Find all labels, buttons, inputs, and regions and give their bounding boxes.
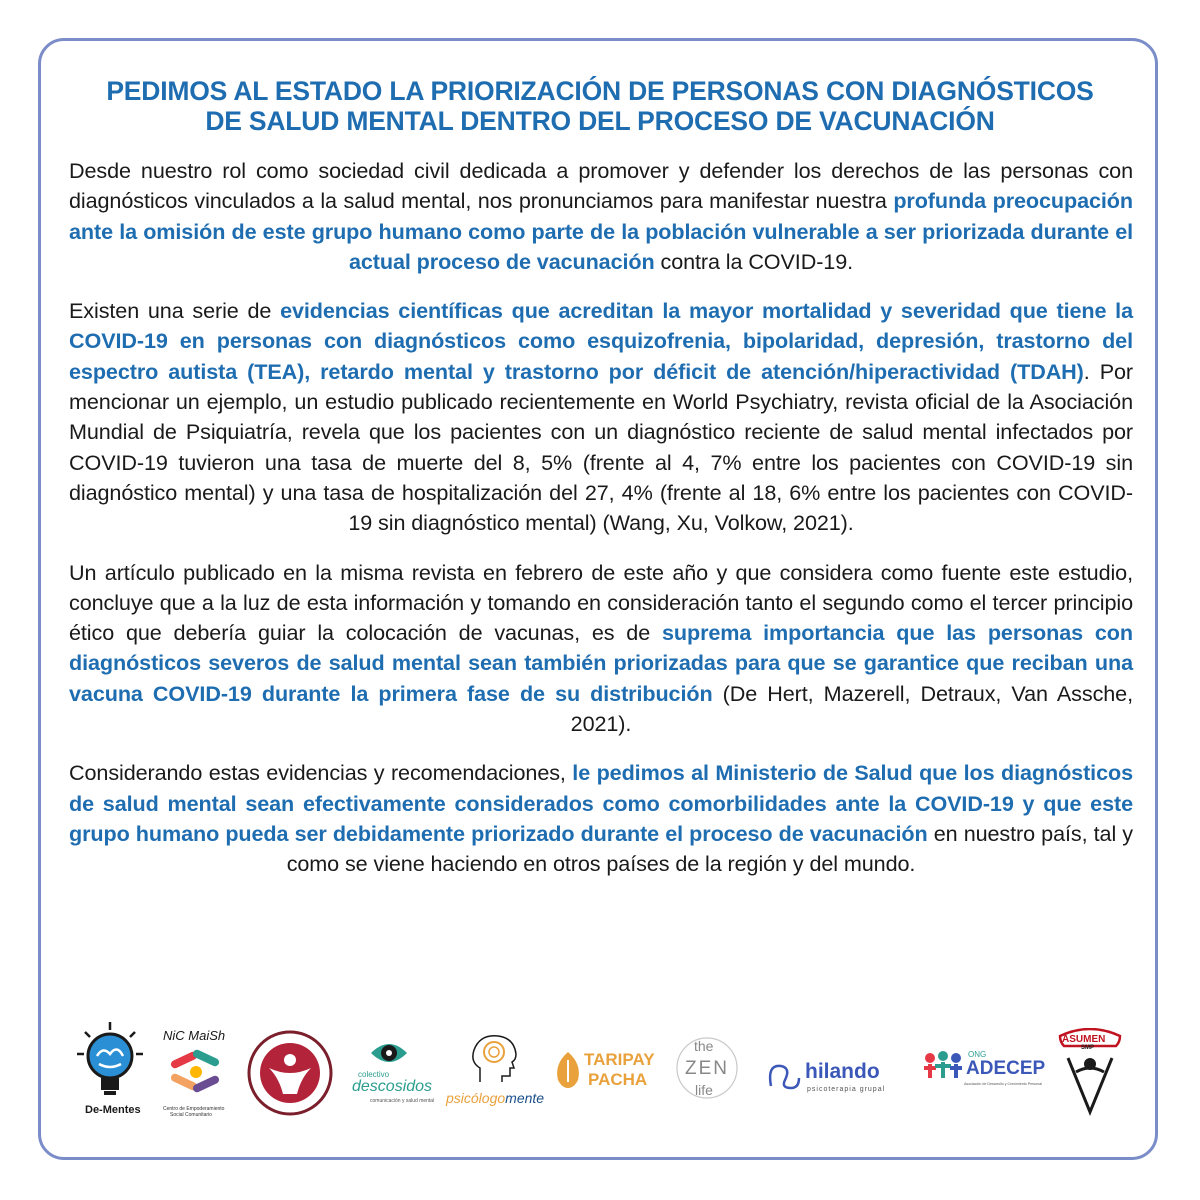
people-icon [922, 1050, 964, 1090]
logo-asumen-sub: SMP [1081, 1045, 1095, 1051]
brain-bulb-icon [75, 1020, 145, 1098]
logo-hilando-label: hilando [805, 1060, 880, 1083]
logo-zen-the: the [694, 1038, 714, 1054]
title-line-1: PEDIMOS AL ESTADO LA PRIORIZACIÓN DE PERSONAS CON DIAGNÓSTICOS [106, 76, 1094, 106]
logo-asumen-label: ASUMEN [1062, 1034, 1106, 1045]
organization-logos [60, 1020, 1150, 1130]
paragraph-highlight: le pedimos al Ministerio de Salud que los diagnósticos de salud mental sean efectivamente considerados como comorbilidades ante la COVID-19 y que este grupo humano pueda ser debidamente priorizado durante el proceso de vacunación [69, 760, 1133, 846]
logo-colectivo-small: colectivo [358, 1070, 390, 1079]
paragraph-text: Existen una serie de [69, 298, 281, 324]
logo-ong-adecep [922, 1020, 1046, 1130]
logo-nic-maish-sub2: Social Comunitario [170, 1112, 212, 1118]
logo-colectivo-sub: comunicación y salud mental [370, 1098, 435, 1104]
head-profile-icon [470, 1030, 520, 1088]
hand-leaf-icon [554, 1050, 582, 1090]
logo-taripay-pacha [550, 1020, 660, 1130]
eye-icon [369, 1038, 409, 1068]
logo-psicologo-mente-label [446, 1090, 544, 1106]
logo-colectivo-descosidos [342, 1020, 437, 1130]
logo-hilando-sub: psicoterapia grupal [807, 1086, 886, 1093]
paragraph-highlight: evidencias científicas que acreditan la mayor mortalidad y severidad que tiene la COVID-19 en personas con diagnósticos como esquizofrenia, bipolaridad, depresión, trastorno del espectro autista (TEA), retardo mental y trastorno por déficit de atención/hiperactividad (TDAH) [69, 298, 1133, 384]
paragraph-text: contra la COVID-19. [654, 248, 854, 274]
logo-hilando [765, 1020, 895, 1130]
logo-psicologo-text: psicólogo [446, 1090, 506, 1106]
hands-icon [166, 1048, 226, 1104]
page-title [60, 76, 1140, 136]
logo-adecep-label: ADECEP [966, 1058, 1046, 1079]
logo-the-zen-life [670, 1020, 745, 1130]
paragraph-text: Un artículo publicado en la misma revista en febrero de este año y que considera como fuente este estudio, concluye que a la luz de esta información y tomando en consideración tanto el segundo como el tercer principio ético que debería guiar la colocación de vacunas, es de [69, 559, 1133, 646]
paragraph-highlight: suprema importancia que las personas con diagnósticos severos de salud mental sean también priorizadas para que se garantice que reciban una vacuna COVID-19 durante la primera fase de su distribución [69, 620, 1133, 706]
paragraph-text: (De Hert, Mazerell, Detraux, Van Assche, 2021). [570, 680, 1133, 737]
paragraph-intro [69, 156, 1133, 277]
paragraph-evidence [69, 296, 1133, 538]
paragraph-request [69, 758, 1133, 879]
logo-pacha-label: PACHA [588, 1070, 648, 1089]
paragraph-text: Considerando estas evidencias y recomendaciones, [69, 760, 573, 786]
title-line-2: DE SALUD MENTAL DENTRO DEL PROCESO DE VACUNACIÓN [205, 106, 995, 136]
logo-coalicion [245, 1020, 335, 1130]
logo-ong-label: ONG [968, 1050, 987, 1059]
logo-adecep-sub: Asociación de Desarrollo y Crecimiento Personal [964, 1082, 1042, 1086]
logo-nic-maish [160, 1020, 235, 1130]
logo-colectivo-main: descosidos [352, 1078, 433, 1095]
logo-psicologo-mente [445, 1020, 545, 1130]
coalition-badge-icon [247, 1030, 333, 1116]
logo-nic-maish-label: NiC MaiSh [163, 1028, 226, 1043]
paragraph-text: Desde nuestro rol como sociedad civil dedicada a promover y defender los derechos de las personas con diagnósticos vinculados a la salud mental, nos pronunciamos para manifestar nuestra [69, 158, 1133, 214]
paragraph-text: . Por mencionar un ejemplo, un estudio publicado recientemente en World Psychiatry, revista oficial de la Asociación Mundial de Psiquiatría, revela que los pacientes con un diagnóstico reciente de salud mental infectados por COVID-19 tuvieron una tasa de muerte del 8, 5% (frente al 4, 7% entre los pacientes con COVID-19 sin diagnóstico mental) y una tasa de hospitalización del 27, 4% (frente al 18, 6% entre los pacientes con COVID-19 sin diagnóstico mental) (Wang, Xu, Volkow, 2021). [69, 358, 1134, 536]
logo-zen-life: life [695, 1082, 713, 1098]
logo-taripay-label: TARIPAY [584, 1050, 655, 1069]
logo-de-mentes [60, 1020, 160, 1130]
statement-body [69, 156, 1133, 899]
paragraph-highlight: profunda preocupación ante la omisión de este grupo humano como parte de la población vulnerable a ser priorizada durante el actual proceso de vacunación [69, 188, 1133, 274]
logo-asumen [1050, 1020, 1130, 1130]
thread-icon [767, 1060, 801, 1090]
logo-de-mentes-label: De-Mentes [85, 1104, 141, 1116]
logo-mente-text: mente [505, 1090, 545, 1106]
paragraph-text: en nuestro país, tal y como se viene haciendo en otros países de la región y del mundo. [286, 820, 1133, 877]
logo-zen-zen: ZEN [685, 1058, 729, 1079]
logo-nic-maish-sub1: Centro de Empoderamiento [163, 1106, 225, 1112]
paragraph-article [69, 558, 1133, 740]
